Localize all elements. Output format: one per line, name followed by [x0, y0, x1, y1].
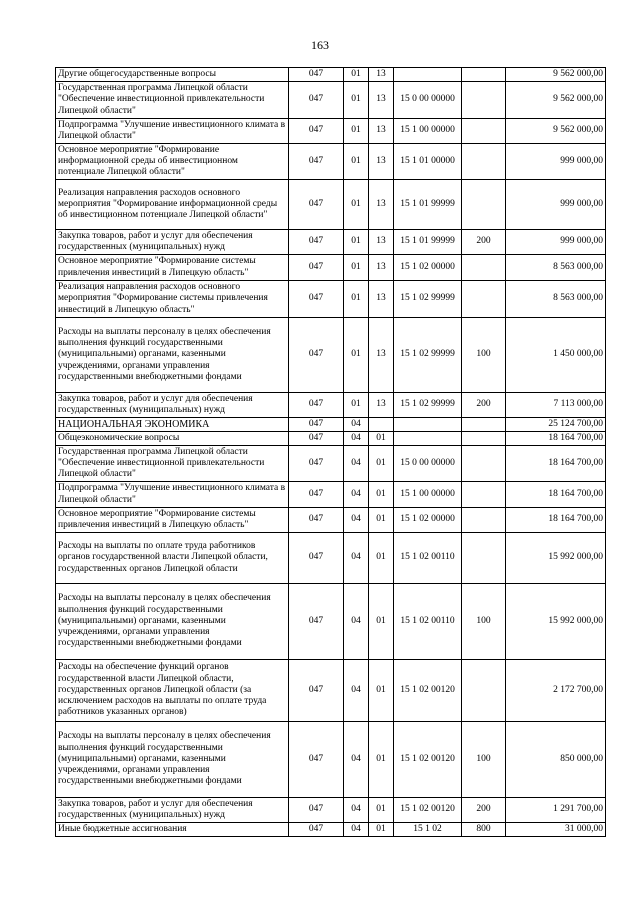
cell-sum: 18 164 700,00 — [506, 432, 606, 446]
cell-sum: 18 164 700,00 — [506, 446, 606, 482]
cell-type — [462, 482, 506, 508]
cell-code: 047 — [289, 82, 344, 119]
cell-name: Расходы на выплаты по оплате труда работников органов государственной власти Липецкой области, государственных органов Липецкой области — [56, 533, 289, 584]
cell-section: 04 — [344, 482, 369, 508]
cell-sum: 999 000,00 — [506, 144, 606, 180]
cell-name: Расходы на выплаты персоналу в целях обеспечения выполнения функций государственными (муниципальными) органами, казенными учреждениями, органами управления государственными внебюджетными фондами — [56, 318, 289, 393]
cell-code: 047 — [289, 482, 344, 508]
cell-subsection: 13 — [369, 144, 394, 180]
cell-sum: 18 164 700,00 — [506, 508, 606, 533]
cell-sum: 1 450 000,00 — [506, 318, 606, 393]
cell-article: 15 1 01 00000 — [394, 144, 462, 180]
cell-name: Реализация направления расходов основного мероприятия "Формирование системы привлечения инвестиций в Липецкую область" — [56, 281, 289, 318]
cell-name: Закупка товаров, работ и услуг для обеспечения государственных (муниципальных) нужд — [56, 798, 289, 823]
cell-subsection: 13 — [369, 255, 394, 281]
cell-section: 01 — [344, 82, 369, 119]
page-number: 163 — [311, 38, 329, 52]
cell-section: 01 — [344, 230, 369, 255]
cell-section: 01 — [344, 144, 369, 180]
cell-subsection: 01 — [369, 660, 394, 722]
cell-sum: 9 562 000,00 — [506, 119, 606, 144]
cell-type: 200 — [462, 230, 506, 255]
cell-type: 200 — [462, 798, 506, 823]
cell-section: 01 — [344, 119, 369, 144]
cell-code: 047 — [289, 798, 344, 823]
cell-name: Основное мероприятие "Формирование системы привлечения инвестиций в Липецкую область" — [56, 508, 289, 533]
cell-code: 047 — [289, 722, 344, 798]
cell-subsection: 01 — [369, 584, 394, 660]
cell-subsection: 01 — [369, 508, 394, 533]
cell-type — [462, 68, 506, 82]
cell-subsection: 01 — [369, 446, 394, 482]
cell-name: Иные бюджетные ассигнования — [56, 823, 289, 837]
cell-type: 100 — [462, 318, 506, 393]
cell-article: 15 1 02 00120 — [394, 798, 462, 823]
cell-type — [462, 660, 506, 722]
cell-section: 04 — [344, 432, 369, 446]
cell-sum: 7 113 000,00 — [506, 393, 606, 418]
cell-code: 047 — [289, 144, 344, 180]
cell-subsection: 13 — [369, 180, 394, 230]
table-row — [56, 584, 606, 660]
cell-subsection: 01 — [369, 432, 394, 446]
cell-code: 047 — [289, 418, 344, 432]
cell-code: 047 — [289, 393, 344, 418]
cell-name: Основное мероприятие "Формирование системы привлечения инвестиций в Липецкую область" — [56, 255, 289, 281]
cell-name: Государственная программа Липецкой области "Обеспечение инвестиционной привлекательности Липецкой области" — [56, 446, 289, 482]
cell-subsection — [369, 418, 394, 432]
table-row — [56, 446, 606, 482]
table-row — [56, 255, 606, 281]
cell-section: 04 — [344, 418, 369, 432]
cell-name: Подпрограмма "Улучшение инвестиционного климата в Липецкой области" — [56, 119, 289, 144]
cell-sum: 8 563 000,00 — [506, 281, 606, 318]
cell-name: Закупка товаров, работ и услуг для обеспечения государственных (муниципальных) нужд — [56, 393, 289, 418]
cell-code: 047 — [289, 660, 344, 722]
cell-section: 04 — [344, 660, 369, 722]
table-row — [56, 508, 606, 533]
cell-code: 047 — [289, 119, 344, 144]
cell-article: 15 1 02 99999 — [394, 318, 462, 393]
cell-code: 047 — [289, 180, 344, 230]
cell-subsection: 01 — [369, 823, 394, 837]
cell-article: 15 1 00 00000 — [394, 482, 462, 508]
cell-type: 200 — [462, 393, 506, 418]
cell-type: 800 — [462, 823, 506, 837]
cell-article: 15 1 02 00110 — [394, 584, 462, 660]
cell-type: 100 — [462, 722, 506, 798]
cell-code: 047 — [289, 230, 344, 255]
cell-name: Другие общегосударственные вопросы — [56, 68, 289, 82]
cell-article — [394, 68, 462, 82]
cell-name: Расходы на выплаты персоналу в целях обеспечения выполнения функций государственными (муниципальными) органами, казенными учреждениями, органами управления государственными внебюджетными фондами — [56, 584, 289, 660]
cell-type — [462, 508, 506, 533]
table-row — [56, 660, 606, 722]
cell-article: 15 0 00 00000 — [394, 446, 462, 482]
cell-article: 15 1 02 00120 — [394, 660, 462, 722]
cell-subsection: 13 — [369, 82, 394, 119]
table-row — [56, 180, 606, 230]
cell-article — [394, 418, 462, 432]
cell-sum: 850 000,00 — [506, 722, 606, 798]
cell-name: Основное мероприятие "Формирование информационной среды об инвестиционном потенциале Липецкой области" — [56, 144, 289, 180]
cell-code: 047 — [289, 255, 344, 281]
cell-code: 047 — [289, 281, 344, 318]
cell-article — [394, 432, 462, 446]
cell-subsection: 01 — [369, 482, 394, 508]
cell-article: 15 1 02 00120 — [394, 722, 462, 798]
cell-sum: 15 992 000,00 — [506, 533, 606, 584]
table-row — [56, 823, 606, 837]
cell-subsection: 01 — [369, 722, 394, 798]
cell-code: 047 — [289, 68, 344, 82]
cell-article: 15 1 01 99999 — [394, 180, 462, 230]
cell-article: 15 1 02 — [394, 823, 462, 837]
cell-sum: 999 000,00 — [506, 180, 606, 230]
cell-name: Реализация направления расходов основного мероприятия "Формирование информационной среды об инвестиционном потенциале Липецкой области" — [56, 180, 289, 230]
table-row — [56, 68, 606, 82]
cell-type — [462, 119, 506, 144]
cell-article: 15 1 02 99999 — [394, 281, 462, 318]
cell-section: 01 — [344, 393, 369, 418]
cell-type — [462, 418, 506, 432]
cell-subsection: 13 — [369, 68, 394, 82]
cell-type: 100 — [462, 584, 506, 660]
cell-name: НАЦИОНАЛЬНАЯ ЭКОНОМИКА — [56, 418, 289, 432]
cell-subsection: 13 — [369, 318, 394, 393]
cell-section: 01 — [344, 255, 369, 281]
cell-subsection: 01 — [369, 798, 394, 823]
table-row — [56, 432, 606, 446]
cell-section: 04 — [344, 798, 369, 823]
cell-subsection: 13 — [369, 393, 394, 418]
cell-section: 01 — [344, 68, 369, 82]
cell-sum: 31 000,00 — [506, 823, 606, 837]
cell-section: 04 — [344, 446, 369, 482]
cell-article: 15 1 02 99999 — [394, 393, 462, 418]
cell-sum: 9 562 000,00 — [506, 68, 606, 82]
cell-code: 047 — [289, 584, 344, 660]
table-row — [56, 318, 606, 393]
cell-name: Расходы на выплаты персоналу в целях обеспечения выполнения функций государственными (муниципальными) органами, казенными учреждениями, органами управления государственными внебюджетными фондами — [56, 722, 289, 798]
cell-article: 15 1 02 00000 — [394, 255, 462, 281]
cell-name: Государственная программа Липецкой области "Обеспечение инвестиционной привлекательности Липецкой области" — [56, 82, 289, 119]
table-row — [56, 482, 606, 508]
table-row — [56, 230, 606, 255]
cell-article: 15 1 01 99999 — [394, 230, 462, 255]
cell-sum: 25 124 700,00 — [506, 418, 606, 432]
budget-table — [55, 67, 606, 837]
table-row — [56, 82, 606, 119]
table-row — [56, 418, 606, 432]
table-row — [56, 281, 606, 318]
cell-code: 047 — [289, 533, 344, 584]
cell-sum: 2 172 700,00 — [506, 660, 606, 722]
cell-section: 01 — [344, 281, 369, 318]
table-row — [56, 798, 606, 823]
cell-article: 15 1 02 00110 — [394, 533, 462, 584]
cell-sum: 18 164 700,00 — [506, 482, 606, 508]
cell-type — [462, 446, 506, 482]
cell-article: 15 0 00 00000 — [394, 82, 462, 119]
cell-subsection: 01 — [369, 533, 394, 584]
cell-sum: 15 992 000,00 — [506, 584, 606, 660]
cell-section: 01 — [344, 180, 369, 230]
cell-sum: 1 291 700,00 — [506, 798, 606, 823]
cell-type — [462, 255, 506, 281]
cell-section: 04 — [344, 823, 369, 837]
cell-article: 15 1 02 00000 — [394, 508, 462, 533]
cell-sum: 8 563 000,00 — [506, 255, 606, 281]
cell-subsection: 13 — [369, 119, 394, 144]
cell-subsection: 13 — [369, 281, 394, 318]
table-row — [56, 722, 606, 798]
cell-type — [462, 533, 506, 584]
cell-code: 047 — [289, 318, 344, 393]
cell-code: 047 — [289, 432, 344, 446]
cell-type — [462, 180, 506, 230]
cell-section: 04 — [344, 584, 369, 660]
cell-section: 04 — [344, 533, 369, 584]
cell-type — [462, 144, 506, 180]
cell-section: 01 — [344, 318, 369, 393]
cell-type — [462, 432, 506, 446]
cell-name: Подпрограмма "Улучшение инвестиционного климата в Липецкой области" — [56, 482, 289, 508]
cell-type — [462, 82, 506, 119]
cell-code: 047 — [289, 446, 344, 482]
cell-section: 04 — [344, 508, 369, 533]
table-row — [56, 144, 606, 180]
table-row — [56, 393, 606, 418]
cell-sum: 9 562 000,00 — [506, 82, 606, 119]
cell-subsection: 13 — [369, 230, 394, 255]
cell-name: Закупка товаров, работ и услуг для обеспечения государственных (муниципальных) нужд — [56, 230, 289, 255]
cell-section: 04 — [344, 722, 369, 798]
cell-name: Общеэкономические вопросы — [56, 432, 289, 446]
cell-code: 047 — [289, 508, 344, 533]
cell-type — [462, 281, 506, 318]
cell-sum: 999 000,00 — [506, 230, 606, 255]
cell-article: 15 1 00 00000 — [394, 119, 462, 144]
cell-code: 047 — [289, 823, 344, 837]
table-row — [56, 533, 606, 584]
cell-name: Расходы на обеспечение функций органов государственной власти Липецкой области, государственных органов Липецкой области (за исключением расходов на выплаты по оплате труда работников указанных органов) — [56, 660, 289, 722]
table-row — [56, 119, 606, 144]
